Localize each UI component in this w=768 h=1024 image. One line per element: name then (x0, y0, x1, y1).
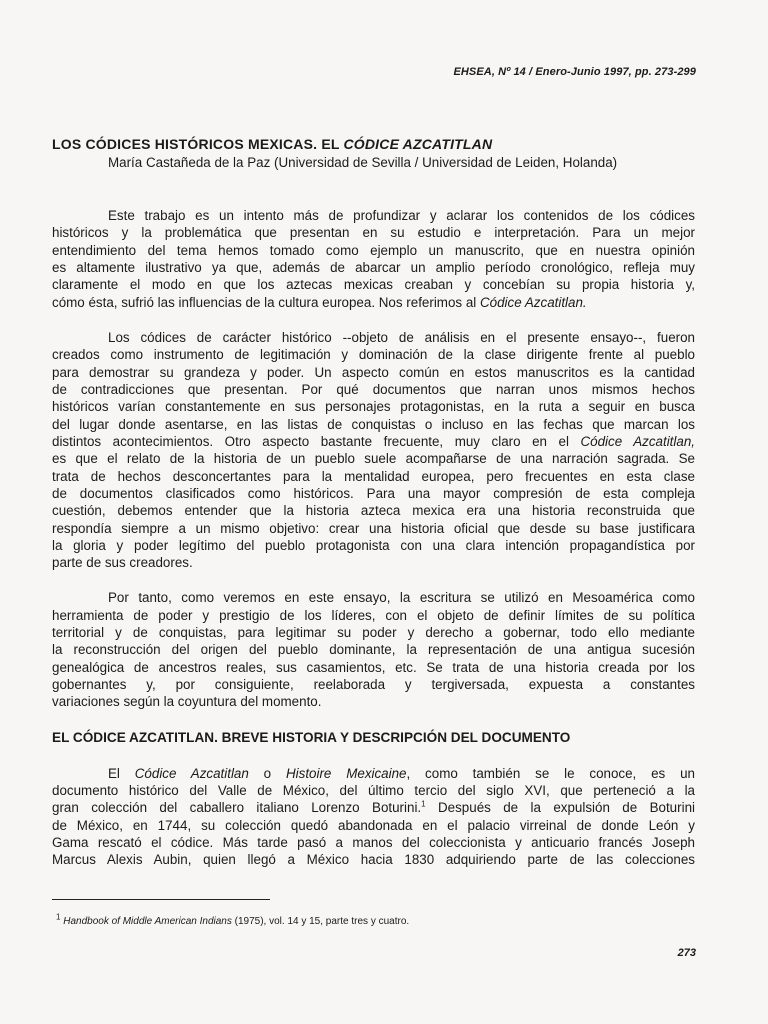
text-line: de México, en 1744, su colección quedó abandonada en el palacio virreinal de donde León y (52, 818, 695, 833)
text-line: de contradicciones que presentan. Por qué documentos que narran unos mismos hechos (52, 382, 695, 397)
text-line: históricos y la problemática que presentan en su estudio e interpretación. Para un mejor (52, 225, 695, 240)
text-line: trata de hechos desconcertantes para la mentalidad europea, pero frecuentes en esta clase (52, 469, 695, 484)
text-line: Por tanto, como veremos en este ensayo, la escritura se utilizó en Mesoamérica como (108, 590, 695, 605)
text-line: herramienta de poder y prestigio de los líderes, con el objeto de definir límites de su política (52, 608, 695, 623)
text-line: la gloria y poder legítimo del pueblo protagonista con una clara intención propagandística por (52, 538, 695, 553)
text-line: variaciones según la coyuntura del momento. (52, 694, 322, 709)
text-line: Gama rescató el códice. Más tarde pasó a manos del coleccionista y anticuario francés Joseph (52, 835, 695, 850)
journal-citation: EHSEA, Nº 14 / Enero-Junio 1997, pp. 273-299 (453, 66, 696, 78)
text-line: cómo ésta, sufrió las influencias de la cultura europea. Nos referimos al Códice Azcatitlan. (52, 295, 587, 310)
text-line: parte de sus creadores. (52, 555, 193, 570)
text-line: gran colección del caballero italiano Lorenzo Boturini.$^1$ Después de la expulsión de Boturini (52, 799, 695, 815)
page-number: 273 (677, 947, 696, 959)
author-line: María Castañeda de la Paz (Universidad de Sevilla / Universidad de Leiden, Holanda) (108, 155, 618, 170)
text-line: de documentos clasificados como históricos. Para una mayor compresión de esta compleja (52, 486, 695, 501)
footnote: $^1$ Handbook of Middle American Indians (1975), vol. 14 y 15, parte tres y cuatro. (56, 912, 410, 927)
section-heading: EL CÓDICE AZCATITLAN. BREVE HISTORIA Y DESCRIPCIÓN DEL DOCUMENTO (52, 730, 571, 745)
text-line: la reconstrucción del origen del pueblo dominante, la representación de una antigua sucesión (52, 642, 695, 657)
text-line: El Códice Azcatitlan o Histoire Mexicaine, como también se le conoce, es un (108, 766, 695, 781)
text-line: Este trabajo es un intento más de profundizar y aclarar los contenidos de los códices (108, 208, 695, 223)
footnote-divider (52, 899, 270, 900)
text-line: es altamente ilustrativo ya que, además de abarcar un amplio período cronológico, refleja muy (52, 260, 695, 275)
text-line: territorial y de conquistas, para legitimar su poder y derecho a gobernar, todo ello mediante (52, 625, 695, 640)
text-line: entendimiento del tema hemos tomado como ejemplo un manuscrito, que en nuestra opinión (52, 243, 695, 258)
text-line: históricos varían constantemente en sus personajes protagonistas, en la ruta a seguir en busca (52, 399, 695, 414)
text-line: es que el relato de la historia de un pueblo suele acompañarse de una narración sagrada. Se (52, 451, 695, 466)
text-line: del lugar donde asentarse, en las listas de conquistas o incluso en las fechas que marcan los (52, 417, 695, 432)
text-line: claramente el modo en que los aztecas mexicas creaban y concebían su propia historia y, (52, 277, 695, 292)
text-line: creados como instrumento de legitimación y dominación de la clase dirigente frente al pueblo (52, 347, 695, 362)
text-line: respondía siempre a un mismo objetivo: crear una historia oficial que desde su base justificara (52, 521, 695, 536)
text-line: para demostrar su grandeza y poder. Un aspecto común en estos manuscritos es la cantidad (52, 365, 695, 380)
text-line: cuestión, debemos entender que la historia azteca mexica era una historia reconstruida que (52, 503, 695, 518)
text-line: Los códices de carácter histórico --objeto de análisis en el presente ensayo--, fueron (108, 330, 695, 345)
text-line: documento histórico del Valle de México, del último tercio del siglo XVI, que perteneció a la (52, 783, 695, 798)
article-title: LOS CÓDICES HISTÓRICOS MEXICAS. EL CÓDICE AZCATITLAN (52, 136, 493, 152)
text-line: Marcus Alexis Aubin, quien llegó a México hacia 1830 adquiriendo parte de las colecciones (52, 852, 695, 867)
text-line: distintos acontecimientos. Otro aspecto bastante frecuente, muy claro en el Códice Azcatitlan, (52, 434, 695, 449)
text-line: genealógica de ancestros reales, sus casamientos, etc. Se trata de una historia creada por los (52, 660, 695, 675)
text-line: gobernantes y, por consiguiente, reelaborada y tergiversada, expuesta a constantes (52, 677, 695, 692)
footnote-ref[interactable]: 1 (421, 799, 426, 809)
